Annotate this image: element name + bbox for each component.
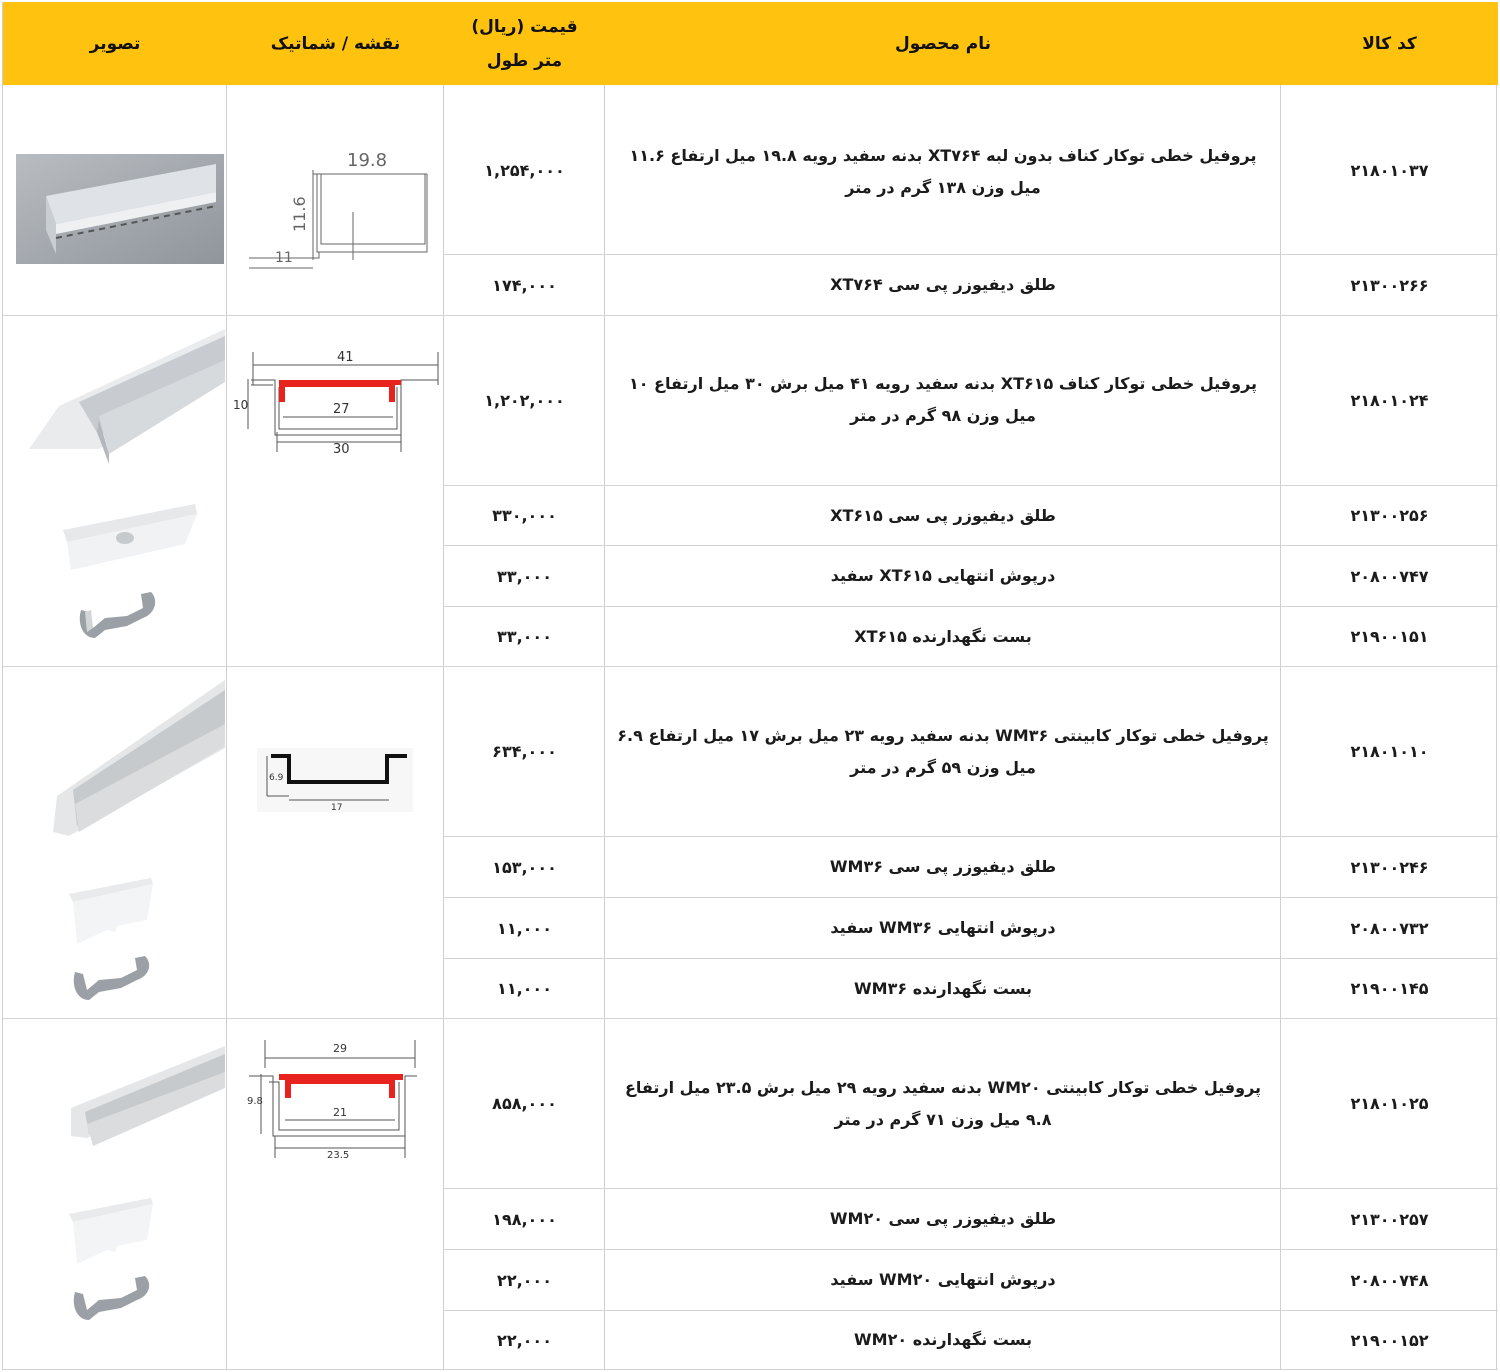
product-name: درپوش انتهایی WM۳۶ سفید: [830, 918, 1056, 937]
product-photo-profile: [67, 1042, 225, 1146]
product-code: ۲۱۸۰۱۰۲۵: [1350, 1094, 1429, 1113]
dim-flange: 11: [275, 250, 293, 266]
product-name: بست نگهدارنده XT۶۱۵: [854, 626, 1032, 646]
header-price-line2: متر طول: [486, 50, 563, 71]
product-price: ۱۱,۰۰۰: [497, 918, 552, 938]
header-price: [444, 2, 605, 85]
schematic-drawing: [233, 347, 443, 462]
product-code: ۲۱۹۰۰۱۵۲: [1350, 1330, 1429, 1350]
product-code: ۲۱۸۰۱۰۱۰: [1350, 742, 1429, 761]
dim-width: 19.8: [347, 150, 388, 171]
product-name: بست نگهدارنده WM۲۰: [854, 1330, 1032, 1349]
product-price: ۱۵۳,۰۰۰: [492, 857, 557, 877]
header-name: نام محصول: [894, 33, 992, 54]
product-code: ۲۱۸۰۱۰۳۷: [1350, 160, 1429, 180]
dim-height: 11.6: [290, 196, 309, 232]
product-photo-profile: [16, 154, 224, 264]
dim-top: 29: [333, 1042, 347, 1055]
product-price: ۳۳۰,۰۰۰: [492, 506, 557, 525]
product-photo-mounting-clip: [75, 588, 161, 644]
dim-height: 6.9: [269, 773, 284, 783]
dim-height: 10: [233, 398, 249, 412]
product-code: ۲۱۳۰۰۲۵۶: [1350, 506, 1429, 525]
product-code: ۲۰۸۰۰۷۳۲: [1350, 918, 1429, 938]
product-code: ۲۱۹۰۰۱۴۵: [1350, 979, 1429, 998]
product-price: ۲۲,۰۰۰: [497, 1330, 552, 1350]
product-photo-profile: [29, 324, 225, 464]
product-code: ۲۱۳۰۰۲۵۷: [1350, 1209, 1429, 1229]
product-name: درپوش انتهایی WM۲۰ سفید: [830, 1270, 1056, 1289]
product-photo-profile: [49, 676, 225, 836]
product-photo-end-cap: [59, 500, 199, 572]
product-name: طلق دیفیوزر پی سی XT۷۶۴: [830, 275, 1056, 294]
product-name: بست نگهدارنده WM۳۶: [854, 978, 1032, 998]
product-name: پروفیل خطی توکار کابینتی WM۲۰ بدنه سفید رویه ۲۹ میل برش ۲۳.۵ میل ارتفاع ۹.۸ میل وزن ۷۱ گرم در متر: [624, 1078, 1262, 1129]
product-code: ۲۰۸۰۰۷۴۸: [1350, 1270, 1429, 1290]
dim-inner: 21: [333, 1106, 347, 1119]
price-table: [2, 2, 1497, 1370]
product-price: ۶۳۴,۰۰۰: [492, 742, 557, 761]
dim-height: 9.8: [247, 1096, 263, 1107]
product-name: طلق دیفیوزر پی سی XT۶۱۵: [830, 505, 1056, 525]
product-photo-end-cap: [67, 1196, 157, 1268]
product-price: ۸۵۸,۰۰۰: [492, 1094, 557, 1113]
dim-top: 41: [337, 350, 354, 365]
product-photo-end-cap: [67, 876, 157, 948]
product-code: ۲۱۹۰۰۱۵۱: [1350, 627, 1429, 646]
product-name: پروفیل خطی توکار کابینتی WM۳۶ بدنه سفید رویه ۲۳ میل برش ۱۷ میل ارتفاع ۶.۹ میل وزن ۵۹ گرم در متر: [617, 726, 1269, 777]
product-code: ۲۱۸۰۱۰۲۴: [1350, 391, 1429, 410]
product-code: ۲۱۳۰۰۲۶۶: [1350, 275, 1429, 295]
grid-line: [226, 85, 227, 1370]
product-price: ۱,۲۰۲,۰۰۰: [484, 391, 565, 410]
schematic-drawing: [247, 142, 437, 272]
product-price: ۱۱,۰۰۰: [497, 979, 552, 998]
product-name: پروفیل خطی توکار کناف XT۶۱۵ بدنه سفید رویه ۴۱ میل برش ۳۰ میل ارتفاع ۱۰ میل وزن ۹۸ گرم در متر: [628, 374, 1258, 425]
product-name: طلق دیفیوزر پی سی WM۳۶: [829, 857, 1057, 876]
product-price: ۳۳,۰۰۰: [497, 566, 552, 586]
header-price-line1: قیمت (ریال): [471, 16, 578, 37]
schematic-drawing: [245, 1038, 425, 1158]
product-price: ۳۳,۰۰۰: [497, 627, 552, 646]
dim-bottom: 30: [333, 442, 350, 457]
product-code: ۲۱۳۰۰۲۴۶: [1350, 857, 1429, 877]
product-name: طلق دیفیوزر پی سی WM۲۰: [829, 1209, 1057, 1228]
dim-bottom: 17: [331, 803, 343, 812]
dim-bottom: 23.5: [327, 1150, 350, 1158]
schematic-drawing: [257, 748, 413, 812]
header-image: تصویر: [89, 33, 141, 54]
header-code: کد کالا: [1362, 33, 1417, 54]
product-name: درپوش انتهایی XT۶۱۵ سفید: [830, 566, 1056, 585]
product-price: ۱,۲۵۴,۰۰۰: [484, 160, 565, 180]
table-bottom: [3, 1369, 1498, 1370]
table-header: [3, 2, 1498, 85]
product-photo-mounting-clip: [69, 954, 155, 1004]
product-price: ۱۹۸,۰۰۰: [492, 1209, 557, 1229]
product-name: پروفیل خطی توکار کناف بدون لبه XT۷۶۴ بدنه سفید رویه ۱۹.۸ میل ارتفاع ۱۱.۶ میل وزن ۱۳۸ گرم در متر: [629, 146, 1257, 197]
product-photo-mounting-clip: [69, 1274, 155, 1324]
product-code: ۲۰۸۰۰۷۴۷: [1350, 566, 1429, 586]
product-price: ۱۷۴,۰۰۰: [492, 275, 557, 295]
dim-inner: 27: [333, 402, 350, 417]
product-price: ۲۲,۰۰۰: [497, 1270, 552, 1290]
header-schematic: نقشه / شماتیک: [270, 33, 401, 54]
